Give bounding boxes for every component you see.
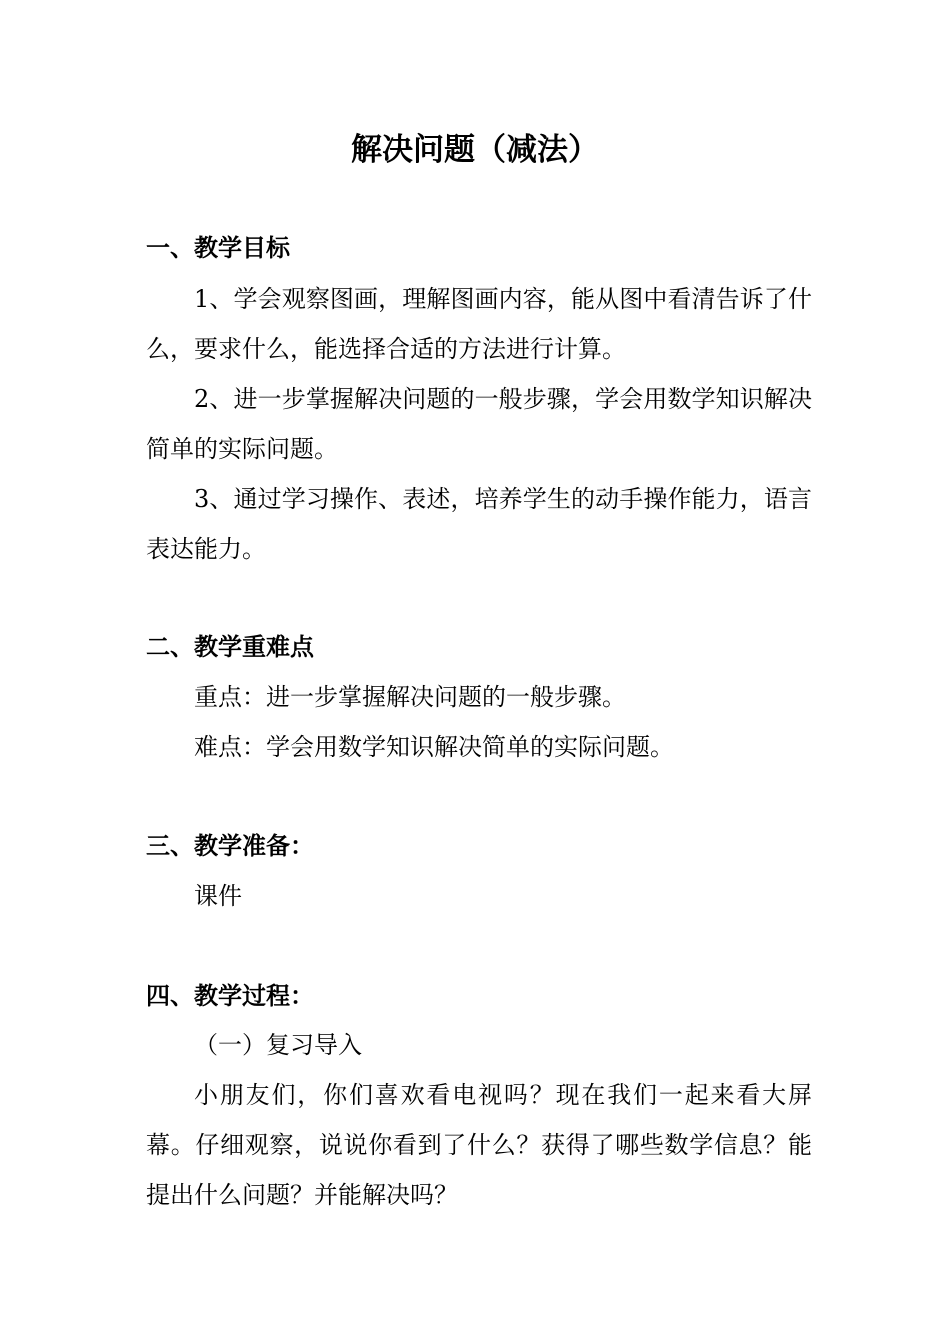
- section-heading-process: 四、教学过程：: [146, 981, 314, 1010]
- process-subheading: （一）复习导入: [194, 1031, 362, 1059]
- document-title: 解决问题（减法）: [351, 132, 599, 168]
- preparation-line: 课件: [194, 882, 242, 910]
- key-point-line: 重点：进一步掌握解决问题的一般步骤。: [194, 683, 626, 711]
- process-paragraph-1: 小朋友们，你们喜欢看电视吗？现在我们一起来看大屏幕。仔细观察，说说你看到了什么？获得了哪些数学信息？能提出什么问题？并能解决吗？: [146, 1081, 812, 1209]
- objective-paragraph-1: 1、学会观察图画，理解图画内容，能从图中看清告诉了什么，要求什么，能选择合适的方法进行计算。: [146, 285, 812, 363]
- section-heading-objectives: 一、教学目标: [146, 233, 290, 262]
- section-heading-preparation: 三、教学准备：: [146, 831, 314, 860]
- difficult-point-line: 难点：学会用数学知识解决简单的实际问题。: [194, 733, 674, 761]
- objective-paragraph-3: 3、通过学习操作、表述，培养学生的动手操作能力，语言表达能力。: [146, 485, 812, 563]
- objective-paragraph-2: 2、进一步掌握解决问题的一般步骤，学会用数学知识解决简单的实际问题。: [146, 385, 812, 463]
- section-heading-key-points: 二、教学重难点: [146, 632, 314, 661]
